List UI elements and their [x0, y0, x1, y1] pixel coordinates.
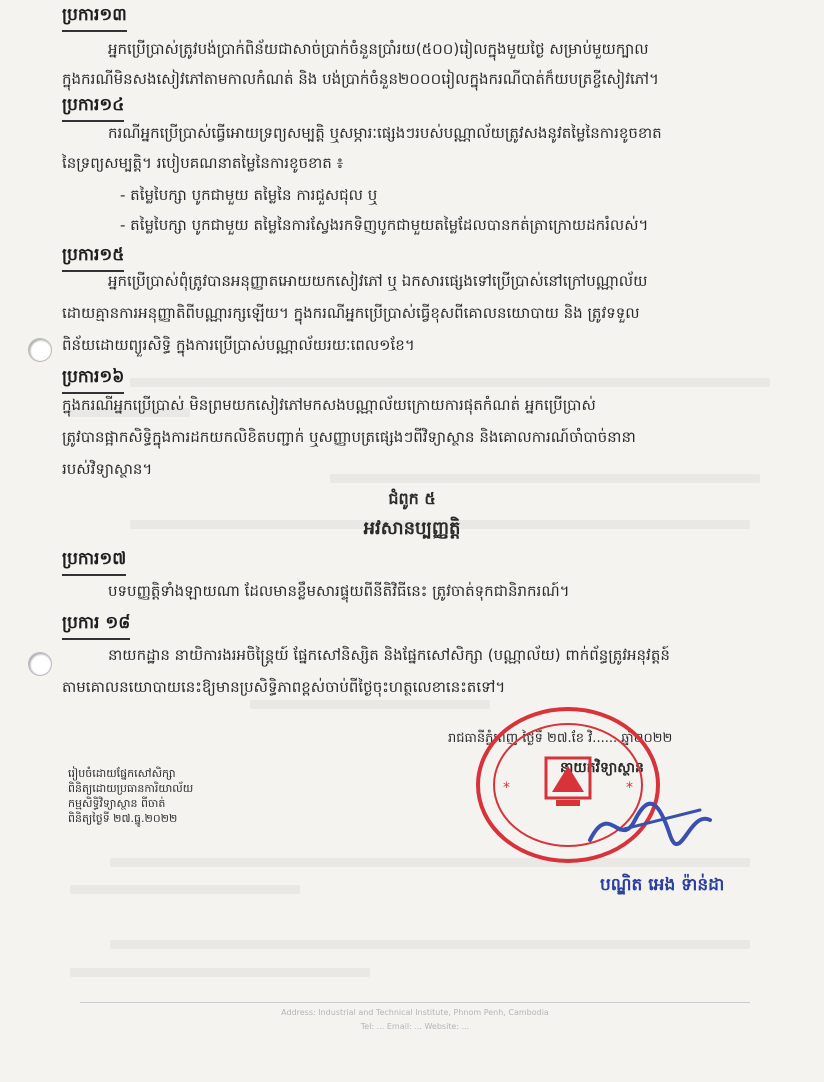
- article-16-line-2: ត្រូវបានផ្អាកសិទ្ធិក្នុងការដកយកលិខិតបញ្ជាក់ ឬសញ្ញាបត្រផ្សេងៗពីវិទ្យាស្ថាន និងគោលការណ៍ចាំបាច់នានា: [62, 428, 636, 446]
- signatory-title: នាយកវិទ្យាស្ថាន: [560, 760, 644, 776]
- article-14-heading: ប្រការ១៤: [62, 94, 124, 122]
- prepared-by-line-4: ពិនិត្យថ្ងៃទី ២៧.ធ្នូ.២០២២: [68, 812, 178, 825]
- chapter-title: អវសានប្បញ្ញត្តិ: [363, 518, 461, 539]
- article-16-line-3: របស់វិទ្យាស្ថាន។: [62, 460, 153, 478]
- article-13-heading: ប្រការ១៣: [62, 4, 127, 32]
- article-17-heading: ប្រការ១៧: [62, 548, 126, 576]
- footer-line-2: Tel: ... Email: ... Website: ...: [360, 1022, 470, 1031]
- date-line: រាជធានីភ្នំពេញ ថ្ងៃទី ២៧.ខែ វិ...... ឆ្នាំ២០២២: [448, 731, 673, 746]
- prepared-by-line-3: កម្មសិទ្ធិវិទ្យាស្ថាន ពីចាត់: [68, 797, 166, 810]
- signature-icon: [580, 790, 720, 860]
- footer-line-1: Address: Industrial and Technical Institute, Phnom Penh, Cambodia: [281, 1008, 549, 1017]
- article-13-line-1: អ្នកប្រើប្រាស់ត្រូវបង់ប្រាក់ពិន័យជាសាច់ប្រាក់ចំនួនប្រាំរយ(៥០០)រៀលក្នុងមួយថ្ងៃ សម្រាប់មួយក្បាល: [108, 40, 649, 58]
- article-14-bullet-1: - តម្លៃបៃក្សា បូកជាមួយ តម្លៃនៃ ការជួសជុល ឬ: [120, 186, 378, 204]
- article-18-line-2: តាមគោលនយោបាយនេះឱ្យមានប្រសិទ្ធិភាពខ្ពស់ចាប់ពីថ្ងៃចុះហត្ថលេខានេះតទៅ។: [62, 678, 506, 696]
- svg-text:*: *: [626, 780, 633, 796]
- footer-divider: [80, 1002, 750, 1003]
- article-15-line-3: ពិន័យដោយព្យួរសិទ្ធិ ក្នុងការប្រើប្រាស់បណ្ណាល័យរយៈពេល១ខែ។: [62, 336, 415, 354]
- article-18-heading: ប្រការ ១៨: [62, 612, 130, 640]
- article-15-line-2: ដោយគ្មានការអនុញ្ញាតិពីបណ្ណារក្សឡើយ។ ក្នុងករណីអ្នកប្រើប្រាស់ធ្វើខុសពីគោលនយោបាយ និង ត្រូវទទួល: [62, 304, 640, 322]
- article-13-line-2: ក្នុងករណីមិនសងសៀវភៅតាមកាលកំណត់ និង បង់ប្រាក់ចំនួន២០០០រៀលក្នុងករណីបាត់ក៏យបត្រខ្ចីសៀវភៅ។: [62, 70, 659, 88]
- prepared-by-line-1: រៀបចំដោយផ្នែកសៅសិក្សា: [68, 767, 176, 780]
- chapter-number: ជំពូក ៥: [388, 489, 436, 508]
- signatory-name: បណ្ឌិត អេង ទ៉ាន់ដា: [600, 875, 725, 895]
- svg-text:*: *: [503, 780, 510, 796]
- punch-hole-bottom: [28, 652, 52, 676]
- article-16-heading: ប្រការ១៦: [62, 366, 124, 394]
- article-16-line-1: ក្នុងករណីអ្នកប្រើប្រាស់ មិនព្រមយកសៀវភៅមកសងបណ្ណាល័យក្រោយការផុតកំណត់ អ្នកប្រើប្រាស់: [62, 396, 596, 414]
- article-14-line-2: នៃទ្រព្យសម្បត្តិ។ របៀបគណនាតម្លៃនៃការខូចខាត ៖: [62, 154, 344, 172]
- article-14-bullet-2: - តម្លៃបៃក្សា បូកជាមួយ តម្លៃនៃការស្វែងរកទិញបូកជាមួយតម្លៃដែលបានកត់ត្រាក្រោយដករំលស់។: [120, 216, 649, 234]
- prepared-by-line-2: ពិនិត្យដោយប្រធានការិយាល័យ: [68, 782, 194, 795]
- article-15-heading: ប្រការ១៥: [62, 244, 124, 272]
- article-14-line-1: ករណីអ្នកប្រើប្រាស់ធ្វើអោយទ្រព្យសម្បត្តិ ឬសម្ភារៈផ្សេងៗរបស់បណ្ណាល័យត្រូវសងនូវតម្លៃនៃការខូចខាត: [108, 124, 662, 142]
- article-17-line-1: បទបញ្ញត្តិទាំងឡាយណា ដែលមានខ្លឹមសារផ្ទុយពីនីតិវិធីនេះ ត្រូវចាត់ទុកជានិរាករណ៍។: [108, 582, 570, 600]
- punch-hole-top: [28, 338, 52, 362]
- article-18-line-1: នាយកដ្ឋាន នាយិការងរអចិន្ត្រៃយ៍ ផ្នែកសៅនិស្សិត និងផ្នែកសៅសិក្សា (បណ្ណាល័យ) ពាក់ព័ន្ធត្រូវអនុវត្តន៍: [108, 646, 670, 664]
- article-15-line-1: អ្នកប្រើប្រាស់ពុំត្រូវបានអនុញ្ញាតអោយយកសៀវភៅ ឬ ឯកសារផ្សេងទៅប្រើប្រាស់នៅក្រៅបណ្ណាល័យ: [108, 272, 648, 290]
